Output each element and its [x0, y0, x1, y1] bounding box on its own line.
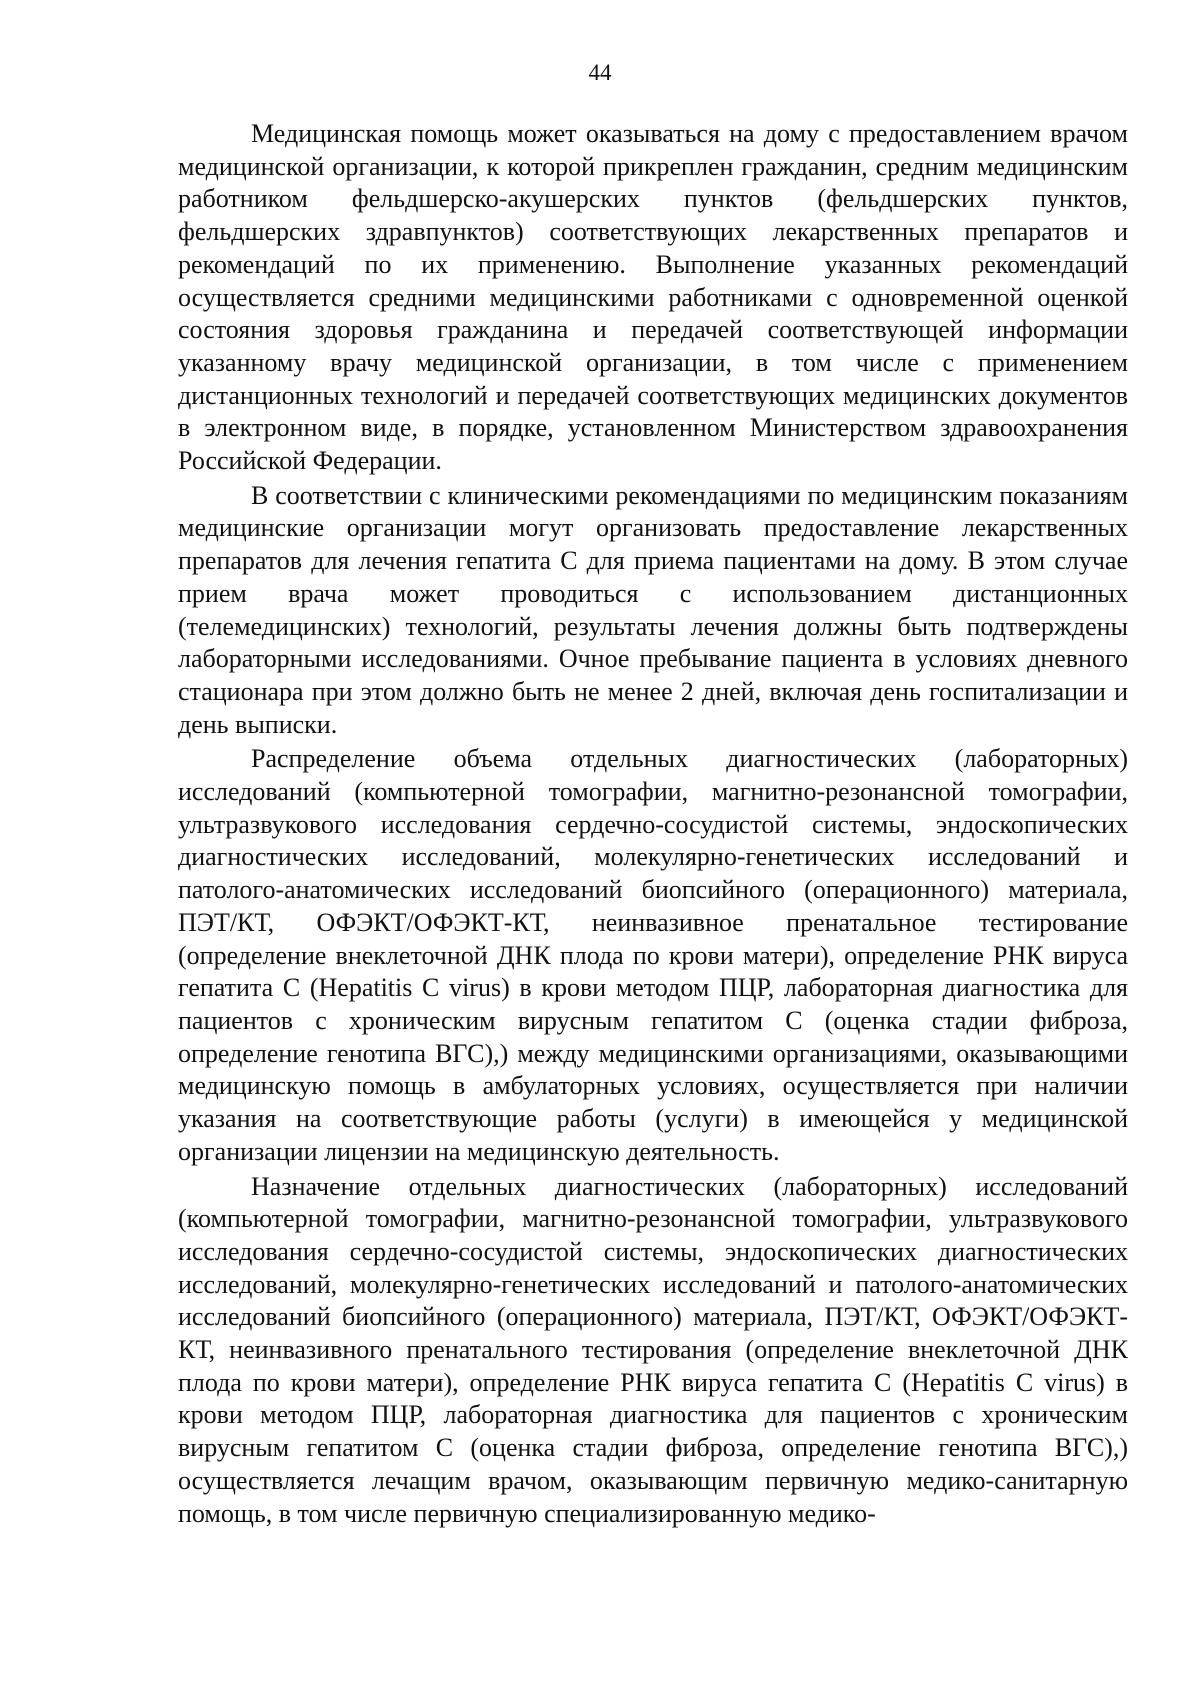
paragraph-hepatitis-treatment: В соответствии с клиническими рекомендациями по медицинским показаниям медицинские организации могут организовать предоставление лекарственных препаратов для лечения гепатита С для приема пациентами на дому. В этом случае прием врача может проводиться с использованием дистанционных (телемедицинских) технологий, результаты лечения должны быть подтверждены лабораторными исследованиями. Очное пребывание пациента в условиях дневного стационара при этом должно быть не менее 2 дней, включая день госпитализации и день выписки.: [178, 480, 1128, 739]
paragraph-diagnostics-distribution: Распределение объема отдельных диагностических (лабораторных) исследований (компьютерной томографии, магнитно-резонансной томографии, ультразвукового исследования сердечно-сосудистой системы, эндоскопических диагностических исследований, молекулярно-генетических исследований и патолого-анатомических исследований биопсийного (операционного) материала, ПЭТ/КТ, ОФЭКТ/ОФЭКТ-КТ, неинвазивное пренатальное тестирование (определение внеклеточной ДНК плода по крови матери), определение РНК вируса гепатита С (Hepatitis C virus) в крови методом ПЦР, лабораторная диагностика для пациентов с хроническим вирусным гепатитом С (оценка стадии фиброза, определение генотипа ВГС),) между медицинскими организациями, оказывающими медицинскую помощь в амбулаторных условиях, осуществляется при наличии указания на соответствующие работы (услуги) в имеющейся у медицинской организации лицензии на медицинскую деятельность.: [178, 744, 1128, 1166]
page-number: 44: [588, 60, 612, 85]
body-text: [178, 118, 1128, 1532]
paragraph-home-care: Медицинская помощь может оказываться на дому с предоставлением врачом медицинской организации, к которой прикреплен гражданин, средним медицинским работником фельдшерско-акушерских пунктов (фельдшерских пунктов, фельдшерских здравпунктов) соответствующих лекарственных препаратов и рекомендаций по их применению. Выполнение указанных рекомендаций осуществляется средними медицинскими работниками с одновременной оценкой состояния здоровья гражданина и передачей соответствующей информации указанному врачу медицинской организации, в том числе с применением дистанционных технологий и передачей соответствующих медицинских документов в электронном виде, в порядке, установленном Министерством здравоохранения Российской Федерации.: [178, 119, 1128, 476]
paragraph-diagnostics-assignment: Назначение отдельных диагностических (лабораторных) исследований (компьютерной томографии, магнитно-резонансной томографии, ультразвукового исследования сердечно-сосудистой системы, эндоскопических диагностических исследований, молекулярно-генетических исследований и патолого-анатомических исследований биопсийного (операционного) материала, ПЭТ/КТ, ОФЭКТ/ОФЭКТ-КТ, неинвазивного пренатального тестирования (определение внеклеточной ДНК плода по крови матери), определение РНК вируса гепатита С (Hepatitis C virus) в крови методом ПЦР, лабораторная диагностика для пациентов с хроническим вирусным гепатитом С (оценка стадии фиброза, определение генотипа ВГС),) осуществляется лечащим врачом, оказывающим первичную медико-санитарную помощь, в том числе первичную специализированную медико-: [178, 1171, 1128, 1528]
